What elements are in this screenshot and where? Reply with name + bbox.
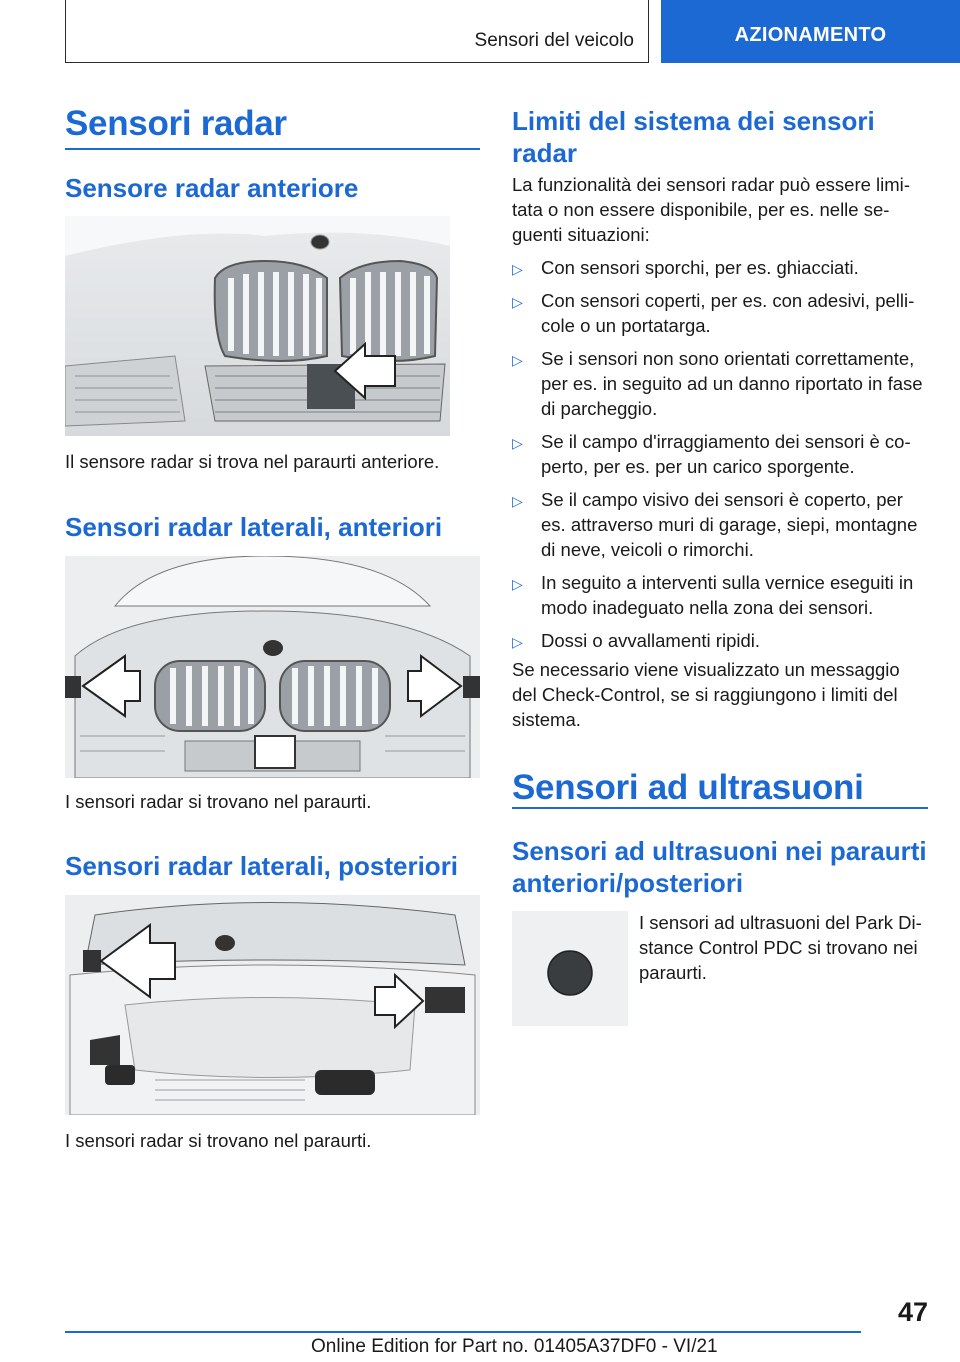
limits-intro: La funzionalità dei sensori radar può essere limitata o non essere disponibile, per es. nelle seguenti situazioni:	[512, 174, 910, 245]
heading-side-rear-radar: Sensori radar laterali, posteriori	[65, 851, 459, 881]
page-title: Sensori radar	[65, 104, 287, 143]
limits-outro: Se necessario viene visualizzato un messaggio del Check-Control, se si raggiungono i limiti del sistema.	[512, 659, 900, 730]
ultrasound-title: Sensori ad ultrasuoni	[512, 768, 864, 807]
side-front-radar-figure	[65, 556, 480, 778]
heading-ultrasound-bumpers: Sensori ad ultrasuoni nei paraurti anteriori/posteriori	[512, 836, 927, 898]
front-side-illustration	[65, 556, 480, 778]
side-rear-radar-figure	[65, 895, 480, 1115]
footer-edition: Online Edition for Part no. 01405A37DF0 - VI/21	[311, 1336, 718, 1357]
triangle-bullet-icon: ▷	[512, 352, 523, 368]
caption-side-front-radar: I sensori radar si trovano nel paraurti.	[65, 791, 372, 812]
list-item: ▷ In seguito a interventi sulla vernice eseguiti in modo inadeguato nella zona dei sensori.	[512, 572, 914, 618]
list-item: ▷ Se i sensori non sono orientati correttamente, per es. in seguito ad un danno riportato in fase di parcheggio.	[512, 348, 923, 419]
triangle-bullet-icon: ▷	[512, 493, 523, 509]
header-chapter-tab[interactable]: AZIONAMENTO	[661, 0, 960, 63]
heading-radar-limits: Limiti del sistema dei sensori radar	[512, 106, 875, 168]
caption-side-rear-radar: I sensori radar si trovano nel paraurti.	[65, 1130, 372, 1151]
front-bumper-illustration	[65, 216, 450, 436]
caption-front-radar: Il sensore radar si trova nel paraurti anteriore.	[65, 451, 440, 472]
page-number: 47	[897, 1297, 928, 1327]
heading-side-front-radar: Sensori radar laterali, anteriori	[65, 512, 443, 542]
ultrasound-text: I sensori ad ultrasuoni del Park Distance Control PDC si trovano nei paraurti.	[639, 912, 922, 983]
list-item: ▷ Con sensori coperti, per es. con adesivi, pellicole o un portatarga.	[512, 290, 915, 336]
limits-bullet-list	[512, 255, 930, 661]
triangle-bullet-icon: ▷	[512, 261, 523, 277]
footer-rule	[65, 1331, 861, 1333]
ultrasound-sensor-figure	[512, 911, 628, 1026]
triangle-bullet-icon: ▷	[512, 634, 523, 650]
list-item: ▷ Se il campo d'irraggiamento dei sensori è coperto, per es. per un carico sporgente.	[512, 431, 911, 477]
ultrasound-rule	[512, 807, 928, 809]
list-item: ▷ Con sensori sporchi, per es. ghiacciati.	[512, 255, 930, 280]
heading-front-radar: Sensore radar anteriore	[65, 173, 359, 203]
sensor-dot-icon	[512, 911, 628, 1026]
triangle-bullet-icon: ▷	[512, 294, 523, 310]
rear-bumper-illustration	[65, 895, 480, 1115]
header-section-title: Sensori del veicolo	[474, 30, 634, 51]
header-section-box	[65, 0, 649, 63]
triangle-bullet-icon: ▷	[512, 435, 523, 451]
title-rule	[65, 148, 480, 150]
list-item: ▷ Se il campo visivo dei sensori è coperto, per es. attraverso muri di garage, siepi, montagne di neve, veicoli o rimorchi.	[512, 489, 918, 560]
triangle-bullet-icon: ▷	[512, 576, 523, 592]
list-item: ▷ Dossi o avvallamenti ripidi.	[512, 628, 930, 653]
front-radar-figure	[65, 216, 450, 436]
